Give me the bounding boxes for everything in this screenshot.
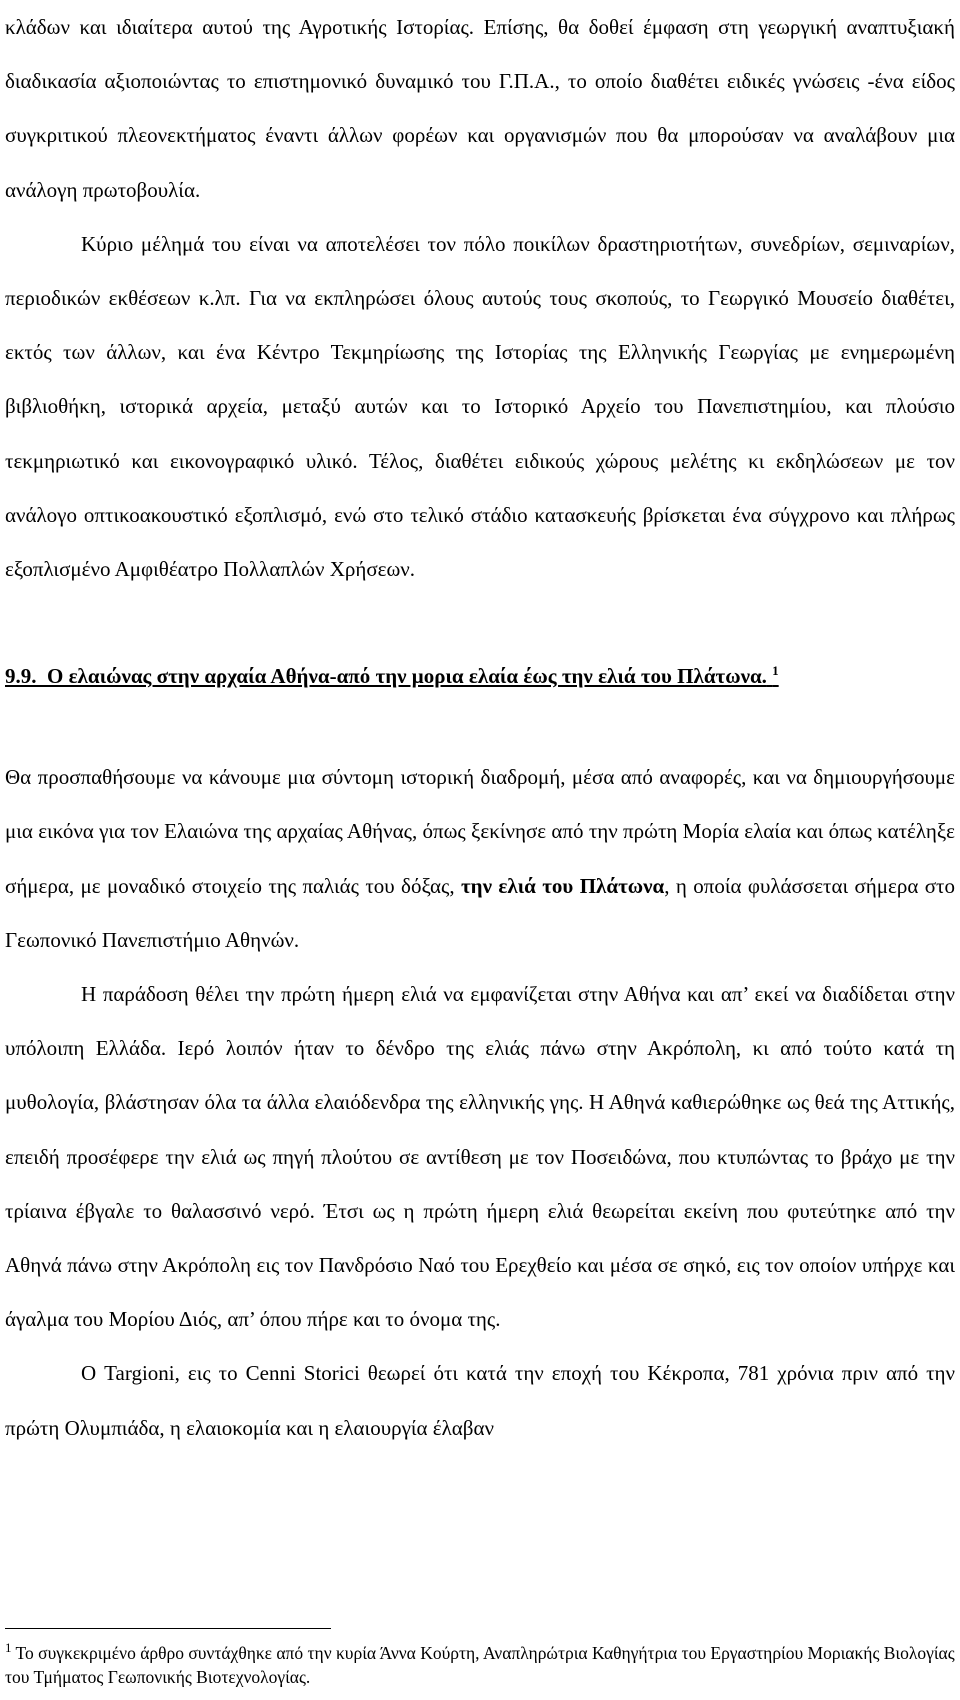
- heading-spacer: [5, 702, 955, 750]
- body-paragraph-2: Η παράδοση θέλει την πρώτη ήμερη ελιά να εμφανίζεται στην Αθήνα και απ’ εκεί να διαδίδεται στην υπόλοιπη Ελλάδα. Ιερό λοιπόν ήταν το δένδρο της ελιάς πάνω στην Ακρόπολη, κι από τούτο κατά τη μυθολογία, βλάστησαν όλα τα άλλα ελαιόδενδρα της ελληνικής γης. Η Αθηνά καθιερώθηκε ως θεά της Αττικής, επειδή προσέφερε την ελιά ως πηγή πλούτου σε αντίθεση με τον Ποσειδώνα, που κτυπώντας το βράχο με την τρίαινα έβγαλε το θαλασσινό νερό. Έτσι ως η πρώτη ήμερη ελιά θεωρείται εκείνη που φυτεύτηκε από την Αθηνά πάνω στην Ακρόπολη εις τον Πανδρόσιο Ναό του Ερεχθείο και μέσα σε σηκό, εις τον οποίον υπήρχε και άγαλμα του Μορίου Διός, απ’ όπου πήρε και το όνομα της.: [5, 982, 955, 1332]
- section-title: Ο ελαιώνας στην αρχαία Αθήνα-από την μορια ελαία έως την ελιά του Πλάτωνα.: [47, 664, 767, 689]
- document-page: [5, 0, 955, 1455]
- footnote-marker: 1: [5, 1640, 12, 1656]
- section-number: 9.9.: [5, 664, 37, 689]
- footnote: [5, 1641, 955, 1689]
- body-paragraph-1-end: , η οποία φυλάσσεται σήμερα στο Γεωπονικό Πανεπιστήμιο Αθηνών.: [5, 873, 955, 952]
- footnote-ref[interactable]: 1: [772, 663, 779, 679]
- body-paragraph-3: Ο Targioni, εις το Cenni Storici θεωρεί ότι κατά την εποχή του Κέκροπα, 781 χρόνια πριν από την πρώτη Ολυμπιάδα, η ελαιοκομία και η ελαιουργία έλαβαν: [5, 1361, 955, 1440]
- body-paragraph-1-start: Θα προσπαθήσουμε να κάνουμε μια σύντομη ιστορική διαδρομή, μέσα από αναφορές, και να δημιουργήσουμε μια εικόνα για τον Ελαιώνα της αρχαίας Αθήνας, όπως ξεκίνησε από την πρώτη Μορία ελαία και όπως κατέληξε σήμερα, με μοναδικό στοιχείο της παλιάς του δόξας,: [5, 765, 955, 898]
- body-paragraph-1: [5, 750, 955, 967]
- footnote-text: Το συγκεκριμένο άρθρο συντάχθηκε από την κυρία Άννα Κούρτη, Αναπληρώτρια Καθηγήτρια του Εργαστηρίου Μοριακής Βιολογίας του Τμήματος Γεωπονικής Βιοτεχνολογίας.: [5, 1643, 955, 1687]
- footnote-separator: [5, 1628, 331, 1629]
- section-spacer: [5, 596, 955, 650]
- body-paragraph-1-bold: την ελιά του Πλάτωνα: [460, 873, 665, 898]
- museum-paragraph: Κύριο μέλημά του είναι να αποτελέσει τον πόλο ποικίλων δραστηριοτήτων, συνεδρίων, σεμιναρίων, περιοδικών εκθέσεων κ.λπ. Για να εκπληρώσει όλους αυτούς τους σκοπούς, το Γεωργικό Μουσείο διαθέτει, εκτός των άλλων, και ένα Κέντρο Τεκμηρίωσης της Ιστορίας της Ελληνικής Γεωργίας με ενημερωμένη βιβλιοθήκη, ιστορικά αρχεία, μεταξύ αυτών και το Ιστορικό Αρχείο του Πανεπιστημίου, και πλούσιο τεκμηριωτικό και εικονογραφικό υλικό. Τέλος, διαθέτει ειδικούς χώρους μελέτης κι εκδηλώσεων με τον ανάλογο οπτικοακουστικό εξοπλισμό, ενώ στο τελικό στάδιο κατασκευής βρίσκεται ένα σύγχρονο και πλήρως εξοπλισμένο Αμφιθέατρο Πολλαπλών Χρήσεων.: [5, 231, 955, 582]
- section-heading: [5, 650, 955, 702]
- intro-paragraph: κλάδων και ιδιαίτερα αυτού της Αγροτικής Ιστορίας. Επίσης, θα δοθεί έμφαση στη γεωργική αναπτυξιακή διαδικασία αξιοποιώντας το επιστημονικό δυναμικό του Γ.Π.Α., το οποίο διαθέτει ειδικές γνώσεις -ένα είδος συγκριτικού πλεονεκτήματος έναντι άλλων φορέων και οργανισμών που θα μπορούσαν να αναλάβουν μια ανάλογη πρωτοβουλία.: [5, 15, 955, 202]
